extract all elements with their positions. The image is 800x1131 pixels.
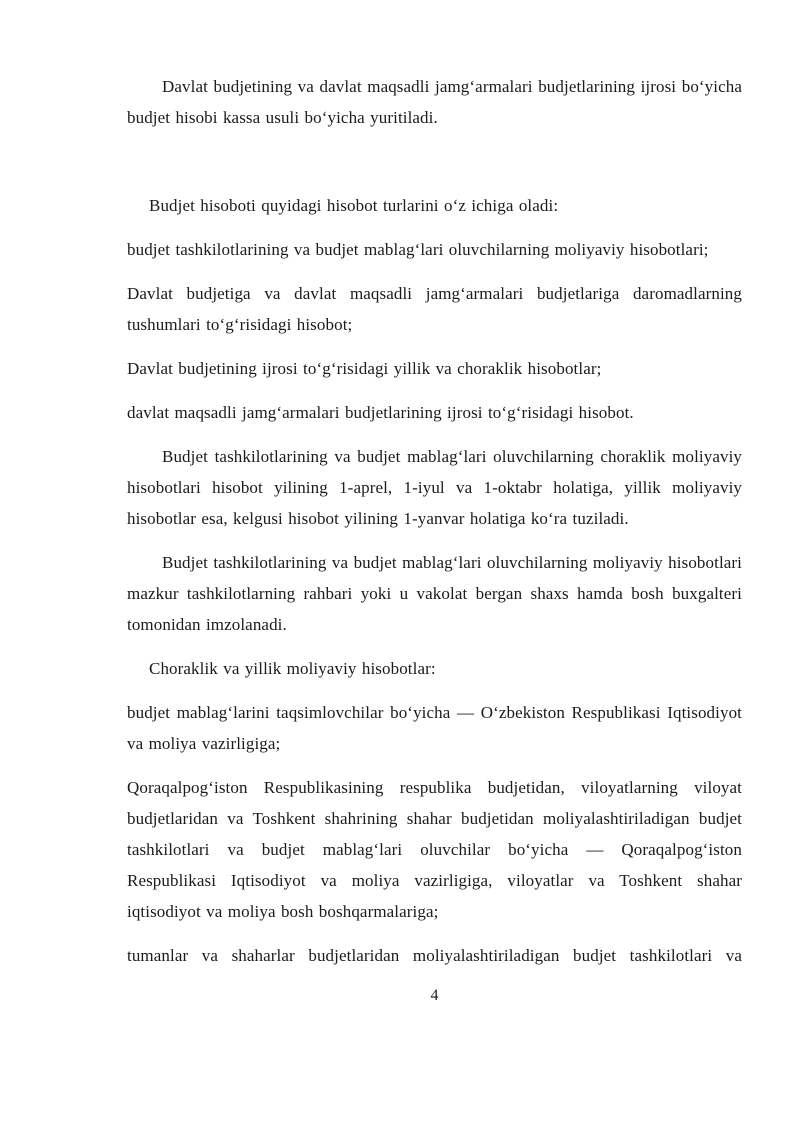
paragraph: Budjet tashkilotlarining va budjet mablagʻlari oluvchilarning choraklik moliyaviy hisobotlari hisobot yilining 1-aprel, 1-iyul va 1-oktabr holatiga, yillik moliyaviy hisobotlar esa, kelgusi hisobot yilining 1-yanvar holatiga koʻra tuziladi. <box>127 447 742 528</box>
paragraph: Davlat budjetiga va davlat maqsadli jamgʻarmalari budjetlariga daromadlarning tushumlari toʻgʻrisidagi hisobot; <box>127 284 742 334</box>
paragraph: budjet tashkilotlarining va budjet mablagʻlari oluvchilarning moliyaviy hisobotlari; <box>127 240 709 259</box>
paragraph: tumanlar va shaharlar budjetlaridan moliyalashtiriladigan budjet tashkilotlari va <box>127 946 742 965</box>
text-block <box>127 71 742 971</box>
paragraph: davlat maqsadli jamgʻarmalari budjetlarining ijrosi toʻgʻrisidagi hisobot. <box>127 403 634 422</box>
paragraph: Budjet hisoboti quyidagi hisobot turlarini oʻz ichiga oladi: <box>149 196 559 215</box>
page-number: 4 <box>430 987 439 1004</box>
paragraph: Choraklik va yillik moliyaviy hisobotlar: <box>149 659 436 678</box>
paragraph: Davlat budjetining ijrosi toʻgʻrisidagi yillik va choraklik hisobotlar; <box>127 359 602 378</box>
paragraph: Qoraqalpogʻiston Respublikasining respublika budjetidan, viloyatlarning viloyat budjetlaridan va Toshkent shahrining shahar budjetidan moliyalashtiriladigan budjet tashkilotlari va budjet mablagʻlari oluvchilar boʻyicha — Qoraqalpogʻiston Respublikasi Iqtisodiyot va moliya vazirligiga, viloyatlar va Toshkent shahar iqtisodiyot va moliya bosh boshqarmalariga; <box>127 778 742 921</box>
paragraph: Budjet tashkilotlarining va budjet mablagʻlari oluvchilarning moliyaviy hisobotlari mazkur tashkilotlarning rahbari yoki u vakolat bergan shaxs hamda bosh buxgalteri tomonidan imzolanadi. <box>127 553 742 634</box>
paragraph: budjet mablagʻlarini taqsimlovchilar boʻyicha — Oʻzbekiston Respublikasi Iqtisodiyot va moliya vazirligiga; <box>127 703 742 753</box>
paragraph: Davlat budjetining va davlat maqsadli jamgʻarmalari budjetlarining ijrosi boʻyicha budjet hisobi kassa usuli boʻyicha yuritiladi. <box>127 77 742 127</box>
